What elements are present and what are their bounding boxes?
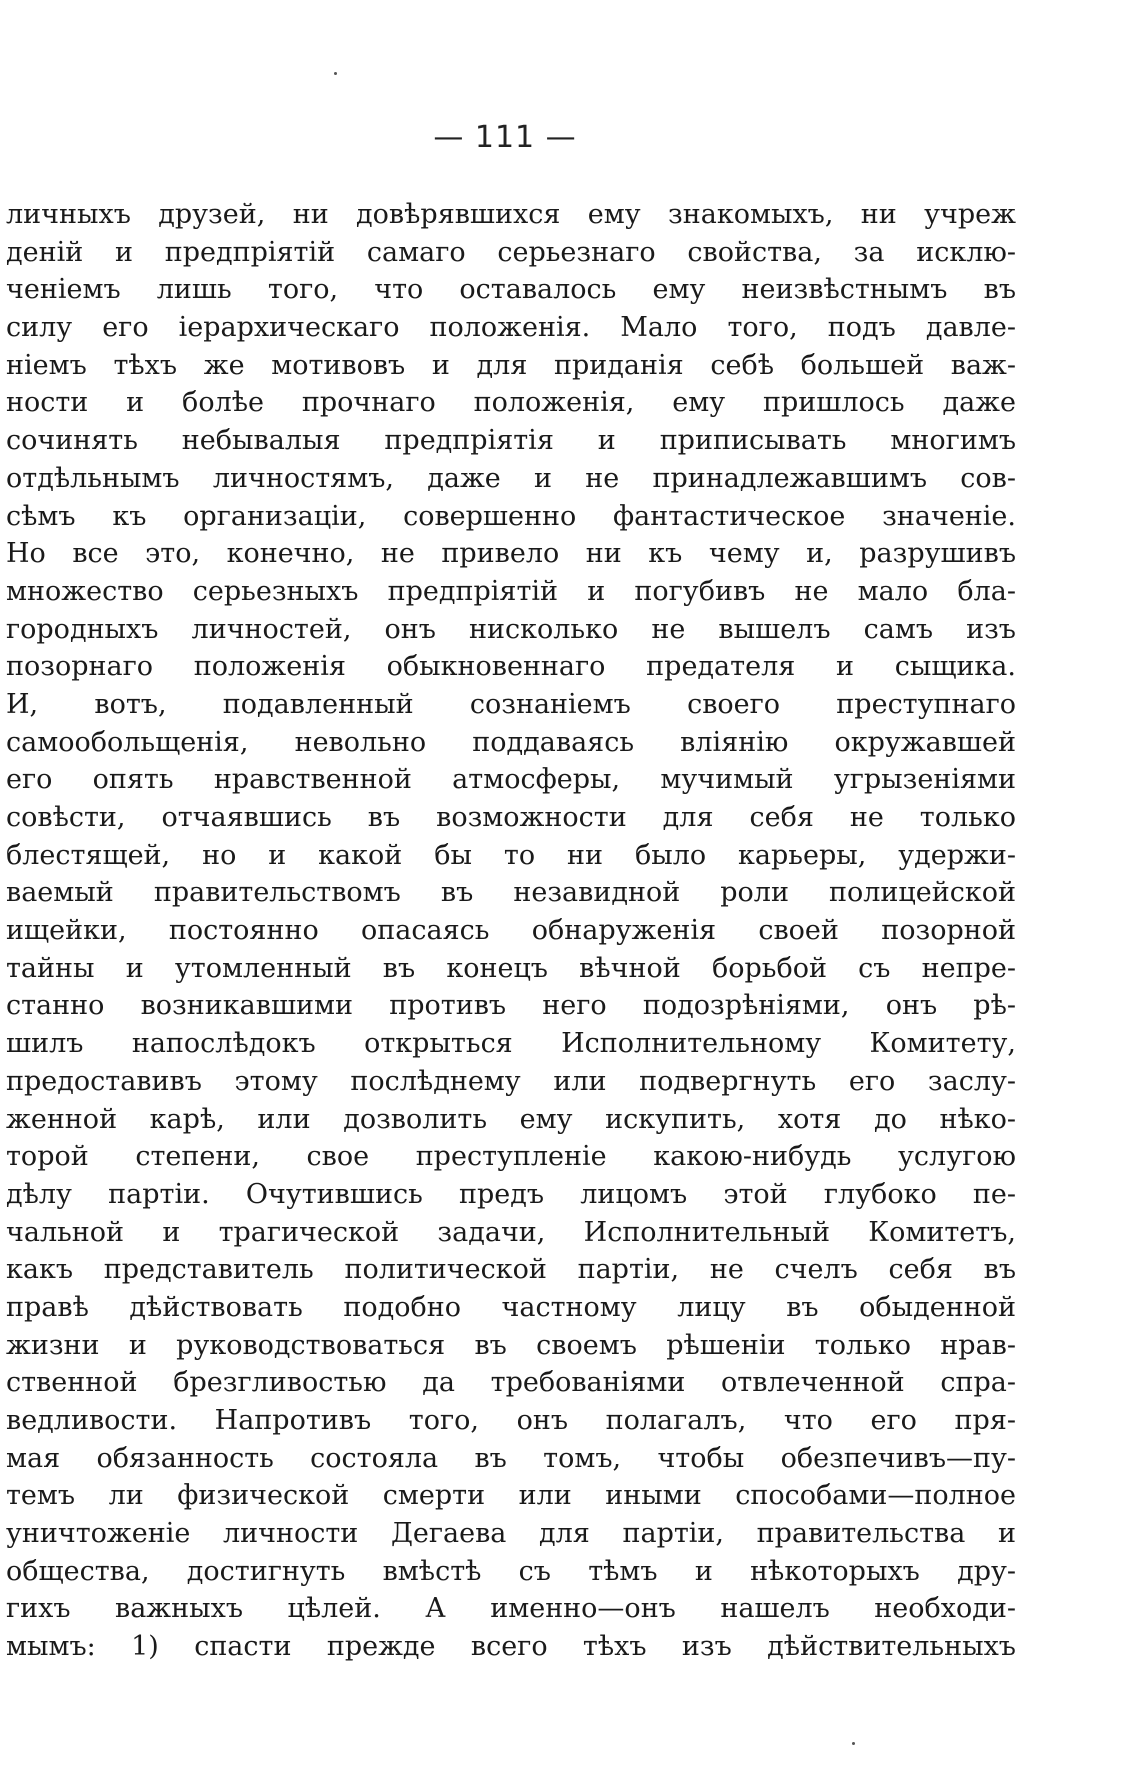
text-line: личныхъ друзей, ни довѣрявшихся ему знакомыхъ, ни учреж (6, 199, 1016, 230)
text-line: какъ представитель политической партіи, не счелъ себя въ (6, 1254, 1016, 1286)
text-line: Но все это, конечно, не привело ни къ чему и, разрушивъ (6, 538, 1016, 570)
body-text (6, 196, 1016, 1666)
text-line: самообольщенія, невольно поддаваясь вліянію окружавшей (6, 726, 1016, 758)
text-line: блестящей, но и какой бы то ни было карьеры, удержи- (6, 839, 1016, 871)
text-line: общества, достигнуть вмѣстѣ съ тѣмъ и нѣкоторыхъ дру- (6, 1555, 1016, 1587)
text-line: позорнаго положенія обыкновеннаго предателя и сыщика. (6, 651, 1016, 683)
text-line: шилъ напослѣдокъ открыться Исполнительному Комитету, (6, 1028, 1016, 1060)
text-line: ности и болѣе прочнаго положенія, ему пришлось даже (6, 387, 1016, 419)
text-line: множество серьезныхъ предпріятій и погубивъ не мало бла- (6, 575, 1016, 607)
text-line: ченіемъ лишь того, что оставалось ему неизвѣстнымъ въ (6, 274, 1016, 306)
text-line: гихъ важныхъ цѣлей. А именно—онъ нашелъ необходи- (6, 1593, 1016, 1625)
text-line: темъ ли физической смерти или иными способами—полное (6, 1480, 1016, 1512)
text-line: И, вотъ, подавленный сознаніемъ своего преступнаго (6, 688, 1016, 720)
text-line: городныхъ личностей, онъ нисколько не вышелъ самъ изъ (6, 613, 1016, 645)
text-line: сочинять небывалыя предпріятія и приписывать многимъ (6, 425, 1016, 457)
text-line: ищейки, постоянно опасаясь обнаруженія своей позорной (6, 915, 1016, 947)
text-line: жизни и руководствоваться въ своемъ рѣшеніи только нрав- (6, 1329, 1016, 1361)
text-line: ственной брезгливостью да требованіями отвлеченной спра- (6, 1367, 1016, 1399)
text-line: мая обязанность состояла въ томъ, чтобы обезпечивъ—пу- (6, 1442, 1016, 1474)
page-number: — 111 — (433, 120, 577, 155)
text-line: торой степени, свое преступленіе какою-нибудь услугою (6, 1141, 1016, 1173)
text-line: тайны и утомленный въ конецъ вѣчной борьбой съ непре- (6, 952, 1016, 984)
text-line: уничтоженіе личности Дегаева для партіи, правительства и (6, 1518, 1016, 1550)
text-line: деній и предпріятій самаго серьезнаго свойства, за исклю- (6, 236, 1016, 268)
text-line: женной карѣ, или дозволить ему искупить, хотя до нѣко- (6, 1103, 1016, 1135)
text-line: станно возникавшими противъ него подозрѣніями, онъ рѣ- (6, 990, 1016, 1022)
print-speck (852, 1742, 855, 1745)
text-line: ніемъ тѣхъ же мотивовъ и для приданія себѣ большей важ- (6, 349, 1016, 381)
text-line: отдѣльнымъ личностямъ, даже и не принадлежавшимъ сов- (6, 462, 1016, 494)
text-line: ваемый правительствомъ въ незавидной роли полицейской (6, 877, 1016, 909)
text-line: совѣсти, отчаявшись въ возможности для себя не только (6, 802, 1016, 833)
text-line: его опять нравственной атмосферы, мучимый угрызеніями (6, 764, 1016, 796)
text-line: чальной и трагической задачи, Исполнительный Комитетъ, (6, 1216, 1016, 1248)
text-line: ведливости. Напротивъ того, онъ полагалъ, что его пря- (6, 1405, 1016, 1436)
text-line: силу его іерархическаго положенія. Мало того, подъ давле- (6, 312, 1016, 344)
print-speck (334, 72, 337, 75)
text-line: правѣ дѣйствовать подобно частному лицу въ обыденной (6, 1291, 1016, 1323)
text-line: дѣлу партіи. Очутившись предъ лицомъ этой глубоко пе- (6, 1178, 1016, 1210)
text-line: мымъ: 1) спасти прежде всего тѣхъ изъ дѣйствительныхъ (6, 1631, 1016, 1663)
text-line: предоставивъ этому послѣднему или подвергнуть его заслу- (6, 1065, 1016, 1097)
text-line: сѣмъ къ организаціи, совершенно фантастическое значеніе. (6, 500, 1016, 532)
